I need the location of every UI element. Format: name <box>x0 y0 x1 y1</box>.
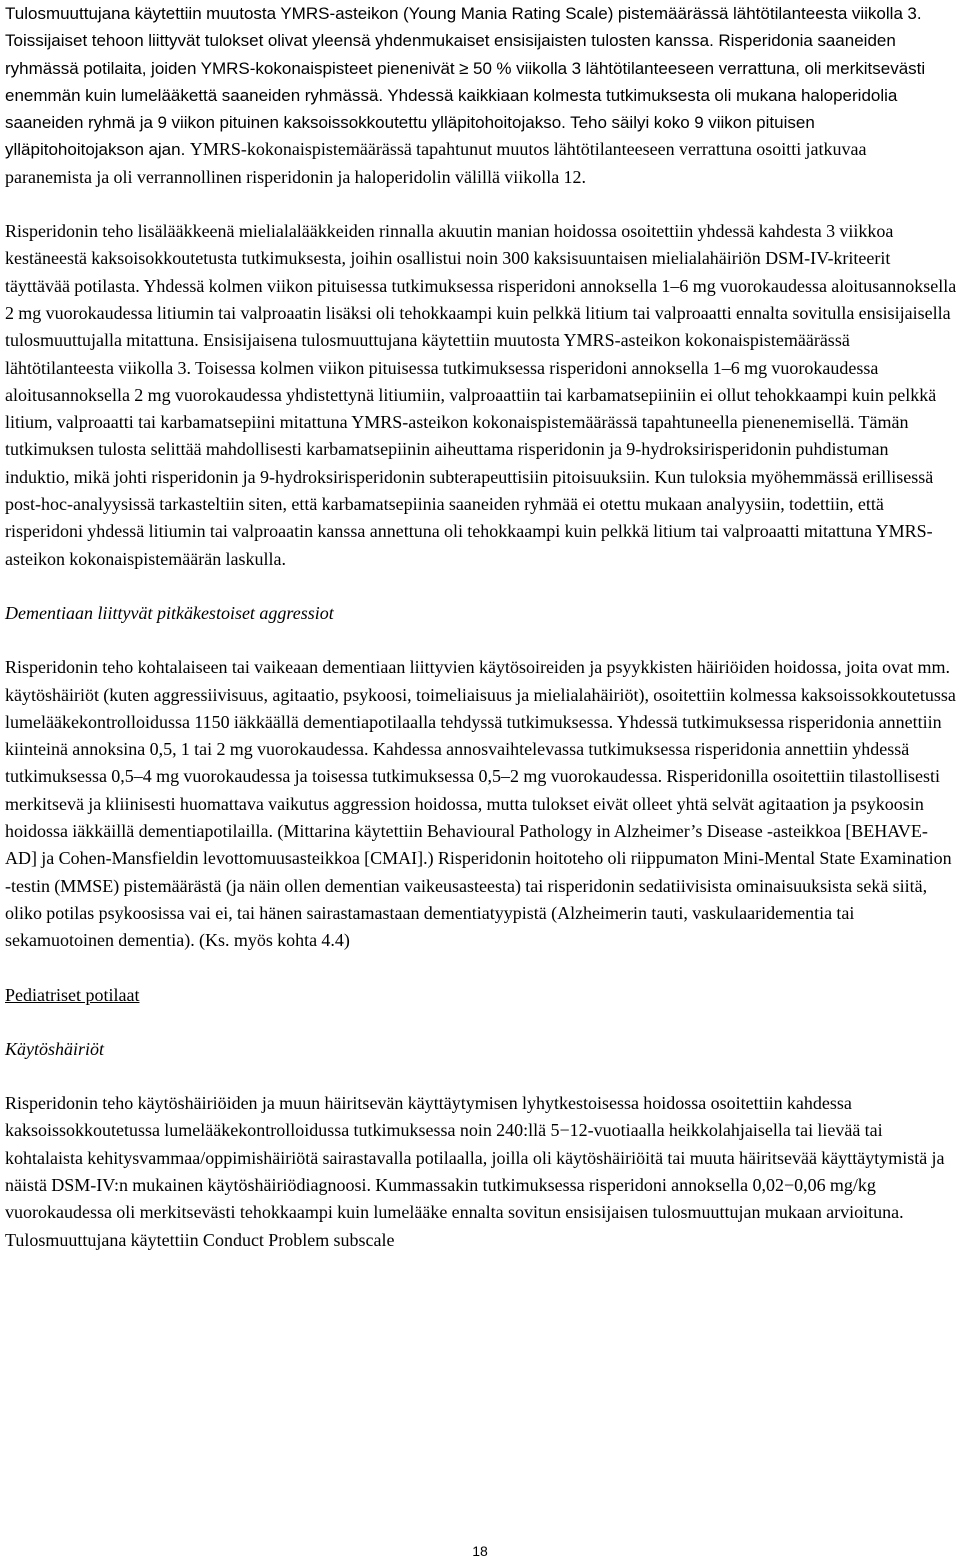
text-segment: Risperidonia saaneiden ryhmässä potilaita, joiden YMRS-kokonaispisteet pienenivät ≥ 50 % viikolla 3 lähtötilanteeseen verrattuna, oli merkitsevästi enemmän kuin lumelääkettä saaneiden ryhmässä. Yhdessä kaikkiaan kolmesta tutkimuksesta oli mukana haloperidolia saaneiden ryhmä ja 9 viikon pituinen kaksoissokkoutettu ylläpitohoitojakso. Teho säilyi koko 9 viikon pituisen ylläpitohoitojakson ajan. <box>5 31 926 160</box>
paragraph-mania-monotherapy <box>5 0 957 191</box>
paragraph-conduct-disorder: Risperidonin teho käytöshäiriöiden ja muun häiritsevän käyttäytymisen lyhytkestoisessa hoidossa osoitettiin kahdessa kaksoissokkoutetussa lumelääkekontrolloidussa tutkimuksessa noin 240:llä 5−12-vuotiaalla heikkolahjaisella tai lievää tai kohtalaista kehitysvammaa/oppimishäiriötä sairastavalla potilaalla, joilla oli käytöshäiriöitä tai muuta häiritsevää käyttäytymistä ja näistä DSM-IV:n mukainen käytöshäiriödiagnoosi. Kummassakin tutkimuksessa risperidoni annoksella 0,02−0,06 mg/kg vuorokaudessa oli merkitsevästi tehokkaampi kuin lumelääke ennalta sovitun ensisijaisen tulosmuuttujan mukaan arvioituna. Tulosmuuttujana käytettiin Conduct Problem subscale <box>5 1093 945 1250</box>
section-heading-dementia: Dementiaan liittyvät pitkäkestoiset aggressiot <box>5 602 334 623</box>
text-segment: Tulosmuuttujana käytettiin muutosta YMRS-asteikon (Young Mania Rating Scale) pistemäärässä lähtötilanteesta viikolla 3. Toissijaiset tehoon liittyvät tulokset olivat yleensä yhdenmukaiset ensisijaisten tulosten kanssa. <box>5 4 922 51</box>
section-heading-pediatric: Pediatriset potilaat <box>5 984 140 1005</box>
document-page <box>5 0 957 1254</box>
section-heading-conduct-disorder: Käytöshäiriöt <box>5 1038 105 1059</box>
text-segment: Risperidonin teho lisälääkkeenä mielialalääkkeiden rinnalla akuutin manian hoidossa osoitettiin yhdessä kahdesta 3 viikkoa kestäneestä kaksoisokkoutetusta tutkimuksesta, joihin osallistui noin 300 kaksisuuntaisen mielialahäiriön DSM-IV-kriteerit täyttävää potilasta. Yhdessä kolmen viikon pituisessa tutkimuksessa risperidoni annoksella 1–6 mg vuorokaudessa aloitusannoksella 2 mg vuorokaudessa litiumin tai valproaatin lisäksi oli tehokkaampi kuin pelkkä litium tai valproaatti ennalta sovitulla ensisijaisella tulosmuuttujalla mitattuna. Ensisijaisena tulosmuuttujana käytettiin muutosta YMRS-asteikon kokonaispistemäärässä lähtötilanteesta viikolla 3. Toisessa kolmen viikon pituisessa tutkimuksessa risperidoni annoksella 1–6 mg vuorokaudessa aloitusannoksella 2 mg vuorokaudessa yhdistettynä litiumiin, valproaattiin tai karbamatsepiiniin ei ollut tehokkaampi kuin pelkkä litium, valproaatti tai karbamatsepiini mitattuna YMRS-asteikon kokonaispistemäärässä tapahtuneella pienenemisellä. Tämän tutkimuksen tulosta selittää mahdollisesti karbamatsepiinin aiheuttama risperidonin ja 9-hydroksirisperidonin puhdistuman induktio, mikä johti risperidonin ja 9-hydroksirisperidonin subterapeuttisiin pitoisuuksiin. Kun tuloksia myöhemmässä erillisessä post-hoc-analyysissä tarkasteltiin siten, että karbamatsepiinia saaneiden ryhmää ei otettu mukaan analyysiin, todettiin, että risperidoni yhdessä litiumin tai valproaatin kanssa annettuna oli tehokkaampi kuin pelkkä litium tai valproaatti mitattuna YMRS-asteikon kokonaispistemäärän laskulla. <box>5 221 957 569</box>
text-segment: YMRS-kokonaispistemäärässä tapahtunut muutos lähtötilanteeseen verrattuna osoitti jatkuvaa paranemista ja oli verrannollinen risperidonin ja haloperidolin välillä viikolla 12. <box>5 139 867 187</box>
page-number: 18 <box>472 1543 488 1559</box>
paragraph-mania-adjunct <box>5 218 957 573</box>
paragraph-dementia: Risperidonin teho kohtalaiseen tai vaikeaan dementiaan liittyvien käytösoireiden ja psyykkisten häiriöiden hoidossa, joita ovat mm. käytöshäiriöt (kuten aggressiivisuus, agitaatio, psykoosi, toimeliaisuus ja mielialahäiriöt), osoitettiin kolmessa kaksoissokkoutetussa lumelääkekontrolloidussa 1150 iäkkäällä dementiapotilaalla tehdyssä tutkimuksessa. Yhdessä tutkimuksessa risperidonia annettiin kiinteinä annoksina 0,5, 1 tai 2 mg vuorokaudessa. Kahdessa annosvaihtelevassa tutkimuksessa risperidonia annettiin yhdessä tutkimuksessa 0,5–4 mg vuorokaudessa ja toisessa tutkimuksessa 0,5–2 mg vuorokaudessa. Risperidonilla osoitettiin tilastollisesti merkitsevä ja kliinisesti huomattava vaikutus aggression hoidossa, mutta tulokset eivät olleet yhtä selvät agitaation ja psykoosin hoidossa iäkkäillä dementiapotilailla. (Mittarina käytettiin Behavioural Pathology in Alzheimer’s Disease -asteikkoa [BEHAVE-AD] ja Cohen-Mansfieldin levottomuusasteikkoa [CMAI].) Risperidonin hoitoteho oli riippumaton Mini-Mental State Examination -testin (MMSE) pistemäärästä (ja näin ollen dementian vaikeusasteesta) tai risperidonin sedatiivisista ominaisuuksista sekä siitä, oliko potilas psykoosissa vai ei, tai hänen sairastamastaan dementiatyypistä (Alzheimerin tauti, vaskulaaridementia tai sekamuotoinen dementia). (Ks. myös kohta 4.4) <box>5 657 956 951</box>
